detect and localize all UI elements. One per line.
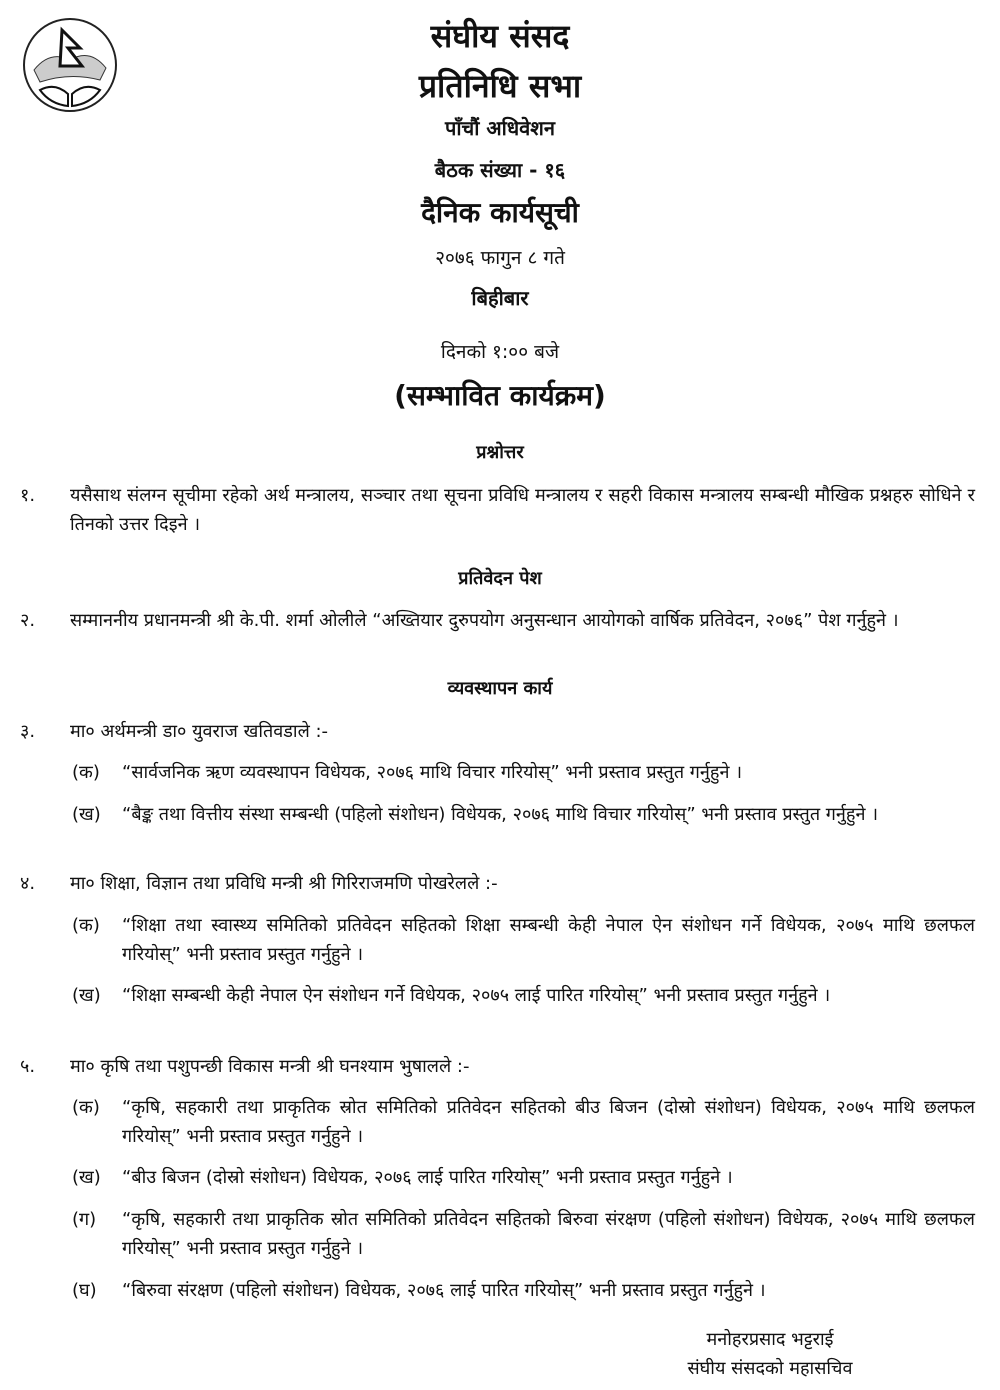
item-text: मा० शिक्षा, विज्ञान तथा प्रविधि मन्त्री श्री गिरिराजमणि पोखरेलले :- <box>70 873 498 894</box>
sub-item-label: (घ) <box>72 1280 97 1301</box>
section-heading: प्रश्नोत्तर <box>476 442 524 463</box>
section-heading: प्रतिवेदन पेश <box>458 568 542 589</box>
sub-item-text: “बिरुवा संरक्षण (पहिलो संशोधन) विधेयक, २०७६ लाई पारित गरियोस्” भनी प्रस्ताव प्रस्तुत गर्नुहुने । <box>122 1280 766 1301</box>
date: २०७६ फागुन ८ गते <box>435 247 565 269</box>
sub-item-label: (ख) <box>72 1167 101 1188</box>
item-text: मा० अर्थमन्त्री डा० युवराज खतिवडाले :- <box>70 721 329 742</box>
item-text: मा० कृषि तथा पशुपन्छी विकास मन्त्री श्री घनश्याम भुषालले :- <box>70 1056 470 1077</box>
signatory-title: संघीय संसदको महासचिव <box>687 1358 853 1379</box>
item-text: सम्माननीय प्रधानमन्त्री श्री के.पी. शर्मा ओलीले “अख्तियार दुरुपयोग अनुसन्धान आयोगको वार्षिक प्रतिवेदन, २०७६” पेश गर्नुहुने । <box>70 610 899 631</box>
sub-item-text: “शिक्षा तथा स्वास्थ्य समितिको प्रतिवेदन सहितको शिक्षा सम्बन्धी केही नेपाल ऐन संशोधन गर्ने विधेयक, २०७५ माथि छलफल गरियोस्” भनी प्रस्ताव प्रस्तुत गर्नुहुने । <box>122 915 975 965</box>
house-name: प्रतिनिधि सभा <box>418 67 582 105</box>
sub-item-label: (ख) <box>72 985 101 1006</box>
sub-item-text: “शिक्षा सम्बन्धी केही नेपाल ऐन संशोधन गर्ने विधेयक, २०७५ लाई पारित गरियोस्” भनी प्रस्ताव प्रस्तुत गर्नुहुने । <box>122 985 831 1006</box>
item-number: १. <box>20 485 36 506</box>
day: बिहीबार <box>471 286 529 310</box>
sub-item-text: “बीउ बिजन (दोस्रो संशोधन) विधेयक, २०७६ लाई पारित गरियोस्” भनी प्रस्ताव प्रस्तुत गर्नुहुने । <box>122 1167 733 1188</box>
sub-item-label: (ख) <box>72 804 101 825</box>
item-number: ५. <box>20 1056 36 1077</box>
sub-item-label: (क) <box>72 915 100 936</box>
tentative-note: (सम्भावित कार्यक्रम) <box>394 379 606 412</box>
sub-item-label: (क) <box>72 1097 100 1118</box>
doc-title: दैनिक कार्यसूची <box>421 196 579 229</box>
time: दिनको १:०० बजे <box>440 341 560 363</box>
item-number: ३. <box>20 721 36 742</box>
item-text: यसैसाथ संलग्न सूचीमा रहेको अर्थ मन्त्रालय, सञ्चार तथा सूचना प्रविधि मन्त्रालय र सहरी विकास मन्त्रालय सम्बन्धी मौखिक प्रश्नहरु सोधिने र तिनको उत्तर दिइने । <box>70 485 975 535</box>
sub-item-text: “सार्वजनिक ऋण व्यवस्थापन विधेयक, २०७६ माथि विचार गरियोस्” भनी प्रस्ताव प्रस्तुत गर्नुहुने । <box>122 762 743 783</box>
sub-item-label: (ग) <box>72 1209 97 1230</box>
meeting-number: बैठक संख्या - १६ <box>434 158 566 182</box>
section-heading: व्यवस्थापन कार्य <box>447 678 553 699</box>
item-number: ४. <box>20 873 36 894</box>
signatory-name: मनोहरप्रसाद भट्टराई <box>706 1329 834 1350</box>
sub-item-text: “बैङ्क तथा वित्तीय संस्था सम्बन्धी (पहिलो संशोधन) विधेयक, २०७६ माथि विचार गरियोस्” भनी प्रस्ताव प्रस्तुत गर्नुहुने । <box>122 804 879 825</box>
item-number: २. <box>20 610 36 631</box>
sub-item-text: “कृषि, सहकारी तथा प्राकृतिक स्रोत समितिको प्रतिवेदन सहितको बीउ बिजन (दोस्रो संशोधन) विधेयक, २०७५ माथि छलफल गरियोस्” भनी प्रस्ताव प्रस्तुत गर्नुहुने । <box>122 1097 975 1147</box>
sub-item-text: “कृषि, सहकारी तथा प्राकृतिक स्रोत समितिको प्रतिवेदन सहितको बिरुवा संरक्षण (पहिलो संशोधन) विधेयक, २०७५ माथि छलफल गरियोस्” भनी प्रस्ताव प्रस्तुत गर्नुहुने । <box>122 1209 975 1259</box>
session: पाँचौं अधिवेशन <box>445 116 555 140</box>
sub-item-label: (क) <box>72 762 100 783</box>
title: संघीय संसद <box>430 17 570 55</box>
